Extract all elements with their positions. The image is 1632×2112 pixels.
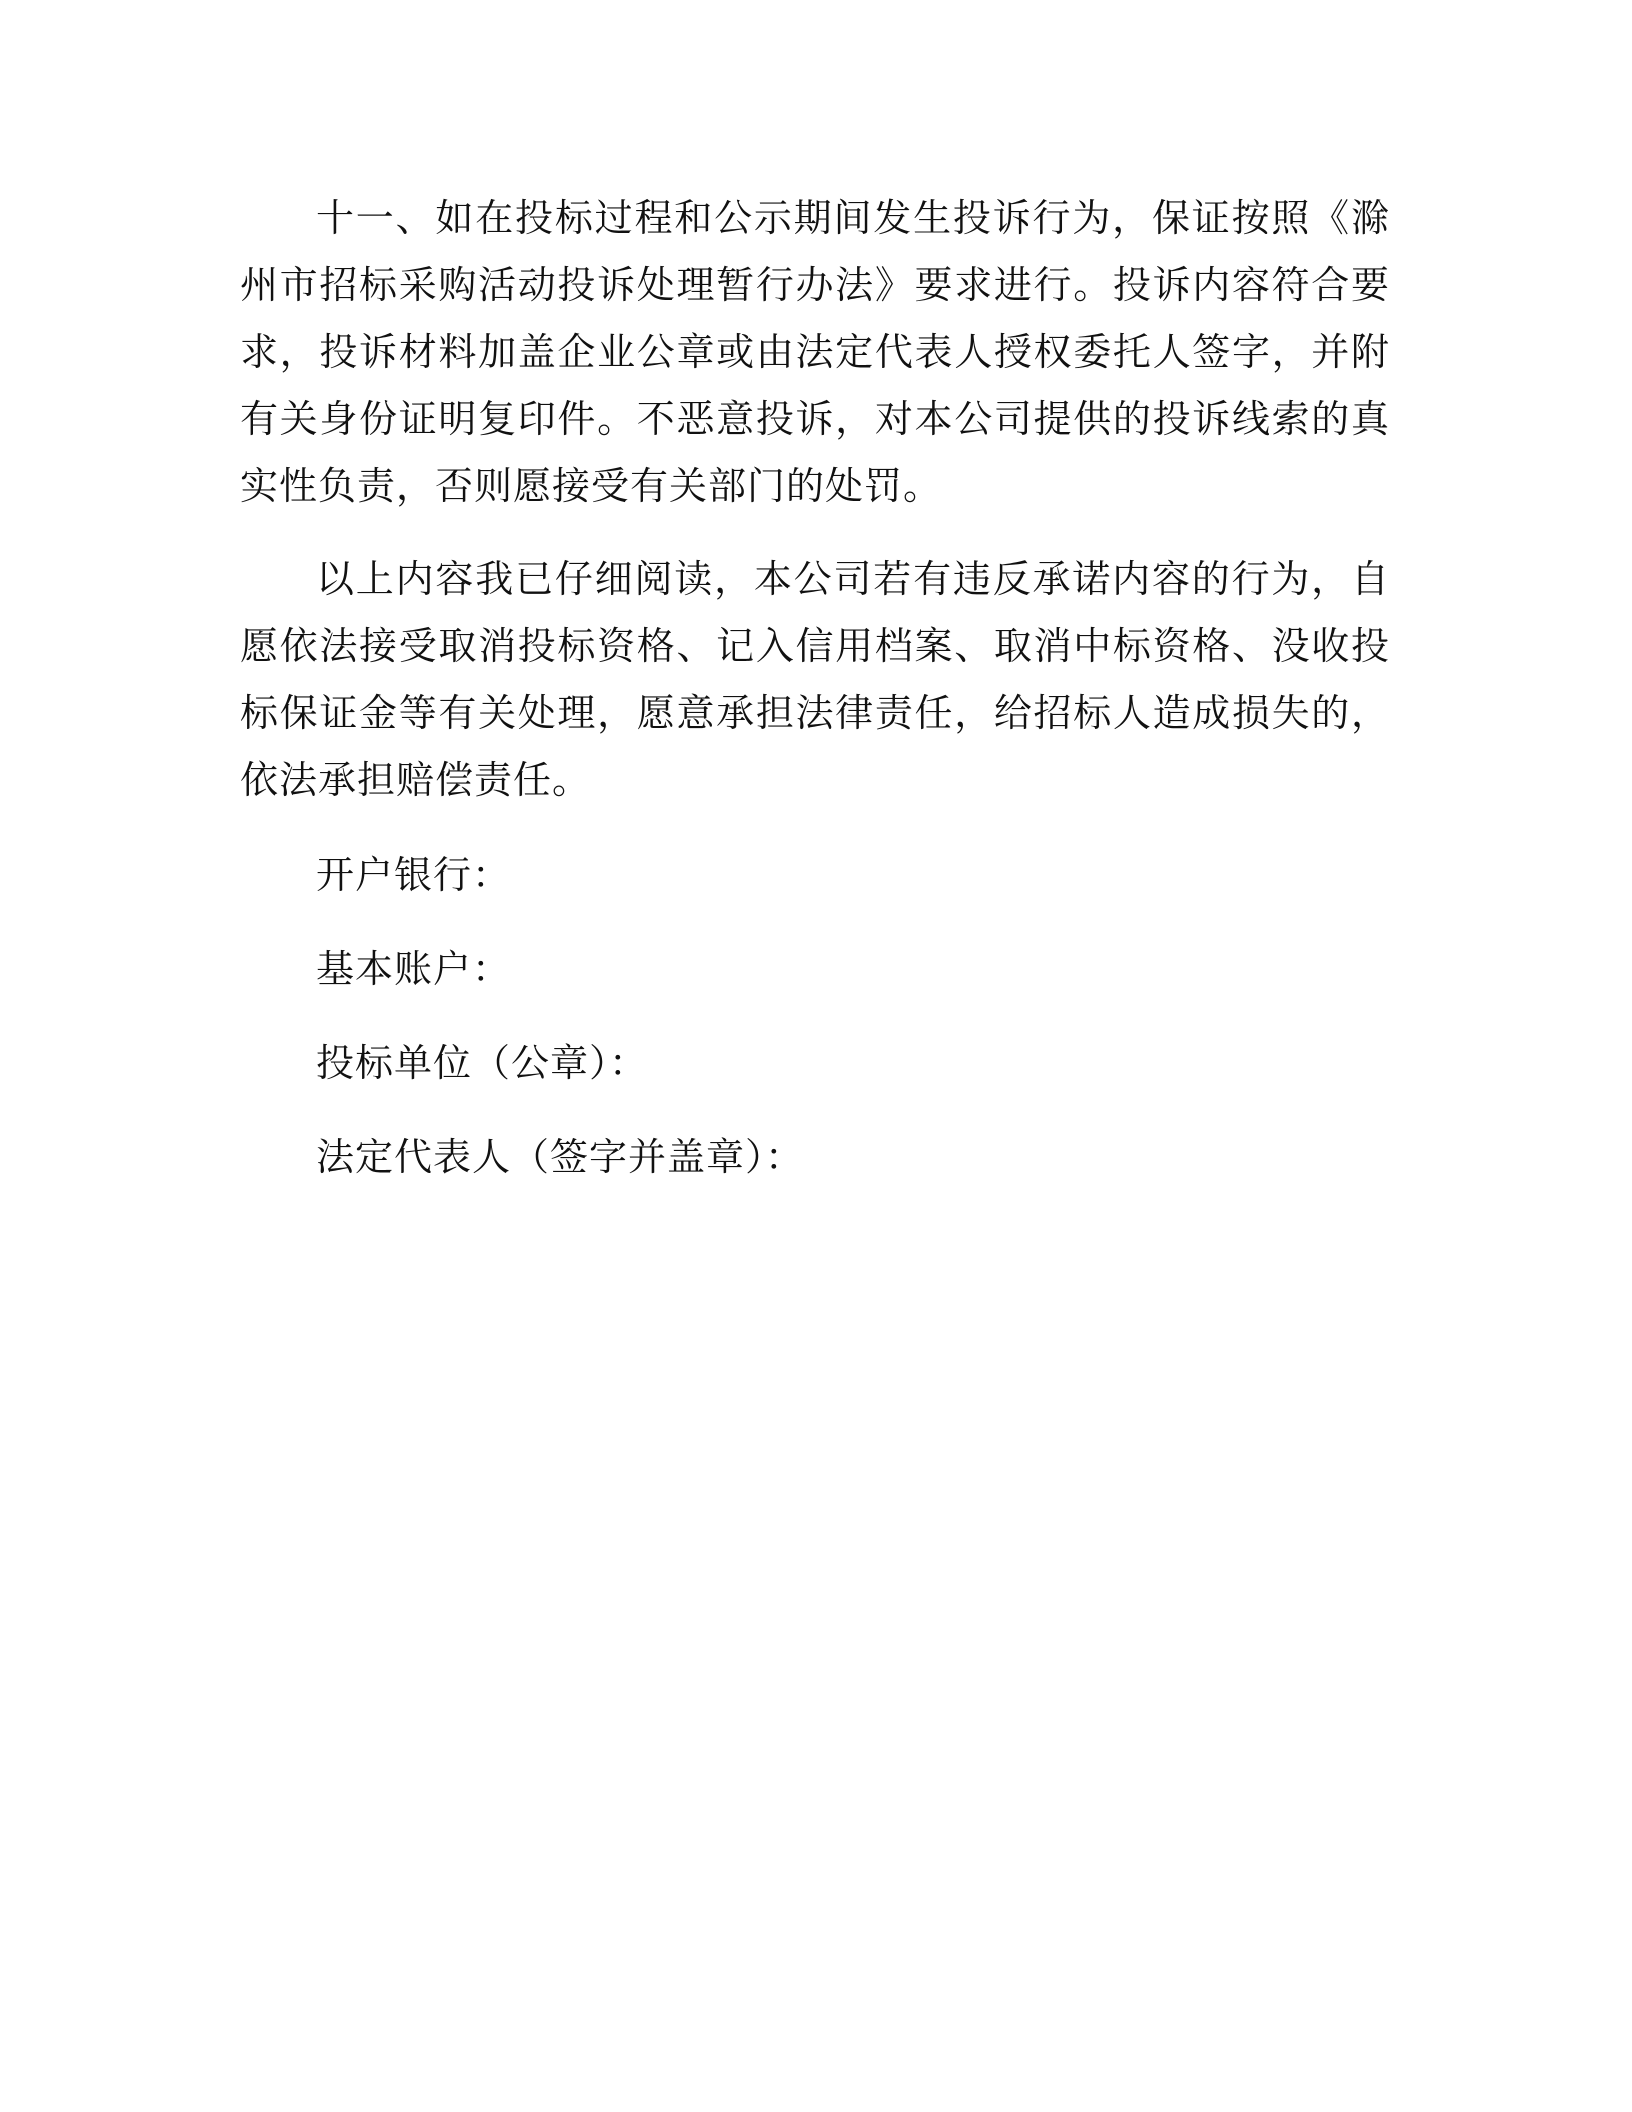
- commitment-paragraph: 以上内容我已仔细阅读，本公司若有违反承诺内容的行为，自愿依法接受取消投标资格、记入信用档案、取消中标资格、没收投标保证金等有关处理，愿意承担法律责任，给招标人造成损失的，依法承担赔偿责任。: [240, 557, 1390, 802]
- bidder-seal-field-label: 投标单位（公章）：: [316, 1041, 649, 1085]
- signature-fields: [240, 840, 1390, 1192]
- legal-representative-field-label: 法定代表人（签字并盖章）：: [316, 1135, 805, 1179]
- bank-field-label: 开户银行：: [316, 853, 512, 897]
- basic-account-field-label: 基本账户：: [316, 947, 512, 991]
- document-body: [240, 185, 1390, 1216]
- complaint-clause-paragraph: 十一、如在投标过程和公示期间发生投诉行为，保证按照《滁州市招标采购活动投诉处理暂行办法》要求进行。投诉内容符合要求，投诉材料加盖企业公章或由法定代表人授权委托人签字，并附有关身份证明复印件。不恶意投诉，对本公司提供的投诉线索的真实性负责，否则愿接受有关部门的处罚。: [240, 196, 1390, 508]
